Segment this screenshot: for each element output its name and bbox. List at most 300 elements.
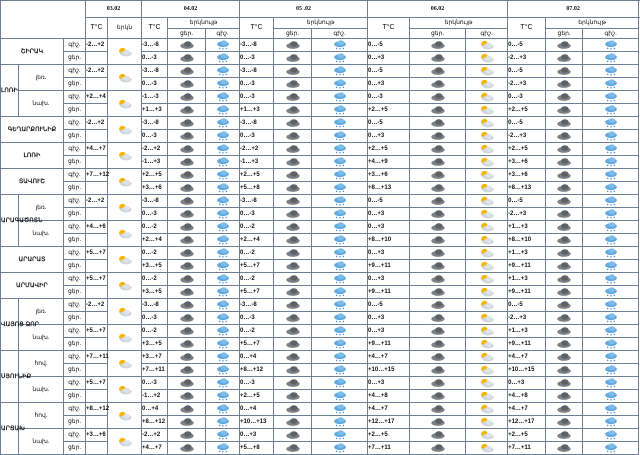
temperature-range: +2…+5 <box>508 429 546 442</box>
day-header: ցեր. <box>546 29 583 39</box>
temperature-range: +8…+12 <box>86 403 108 416</box>
weather-cell <box>583 221 639 234</box>
weather-cell <box>108 247 142 273</box>
weather-cell <box>546 234 583 247</box>
cloud-icon <box>429 222 447 232</box>
weather-cell <box>312 325 368 338</box>
temperature-range: +3…+6 <box>508 156 546 169</box>
cloud-snow-icon <box>214 157 232 167</box>
temp-unit-header: T°C <box>508 18 546 39</box>
cloud-icon <box>429 131 447 141</box>
sub-region-label: լեռ. <box>19 65 64 91</box>
weather-cell <box>466 195 508 208</box>
cloud-icon <box>555 248 573 258</box>
cloud-snow-icon <box>331 443 349 453</box>
time-of-day: ցեր. <box>64 234 86 247</box>
sub-region-label: լեռ. <box>19 195 64 221</box>
temperature-range: +10…+15 <box>368 364 410 377</box>
weather-cell <box>410 338 466 351</box>
cloud-icon <box>284 352 302 362</box>
weather-cell <box>206 403 240 416</box>
weather-cell <box>312 429 368 442</box>
cloud-icon <box>429 183 447 193</box>
weather-cell <box>168 299 206 312</box>
weather-cell <box>168 338 206 351</box>
temperature-range <box>86 130 108 143</box>
cloud-icon <box>429 209 447 219</box>
weather-cell <box>312 260 368 273</box>
weather-cell <box>583 247 639 260</box>
temperature-range: +2…+5 <box>508 104 546 117</box>
sun-cloud-icon <box>478 274 496 284</box>
weather-cell <box>206 247 240 260</box>
weather-cell <box>583 442 639 455</box>
weather-cell <box>206 65 240 78</box>
weather-cell <box>206 39 240 52</box>
weather-cell <box>410 247 466 260</box>
weather-cell <box>546 130 583 143</box>
weather-cell <box>312 78 368 91</box>
weather-cell <box>546 286 583 299</box>
time-of-day: գիշ. <box>64 195 86 208</box>
weather-cell <box>108 91 142 117</box>
sun-cloud-icon <box>478 248 496 258</box>
weather-cell <box>546 442 583 455</box>
temperature-range: +5…+8 <box>240 442 274 455</box>
time-of-day: ցեր. <box>64 260 86 273</box>
temperature-range: 0…+3 <box>368 221 410 234</box>
temperature-range <box>86 338 108 351</box>
temperature-range: +8…+10 <box>368 234 410 247</box>
cloud-snow-icon <box>331 261 349 271</box>
temp-unit-header: T°C <box>86 18 108 39</box>
weather-cell <box>410 273 466 286</box>
sun-cloud-icon <box>478 222 496 232</box>
time-of-day: գիշ. <box>64 273 86 286</box>
weather-cell <box>206 208 240 221</box>
cloud-snow-icon <box>214 40 232 50</box>
cloud-icon <box>555 443 573 453</box>
weather-cell <box>583 338 639 351</box>
weather-cell <box>206 377 240 390</box>
weather-cell <box>206 442 240 455</box>
weather-cell <box>410 182 466 195</box>
cloud-snow-icon <box>214 79 232 89</box>
sky-header: երկնույթ <box>274 18 368 29</box>
weather-cell <box>583 78 639 91</box>
weather-cell <box>410 286 466 299</box>
sun-cloud-icon <box>478 66 496 76</box>
cloud-snow-icon <box>602 300 620 310</box>
cloud-icon <box>284 66 302 76</box>
temperature-range: 0…+3 <box>368 312 410 325</box>
temperature-range: 0…-5 <box>368 39 410 52</box>
cloud-icon <box>284 339 302 349</box>
cloud-snow-icon <box>214 300 232 310</box>
temperature-range: 0…+3 <box>508 377 546 390</box>
temperature-range: 0…-5 <box>368 117 410 130</box>
region-name: ՍՅՈՒՆԻՔ <box>1 351 19 403</box>
weather-cell <box>466 39 508 52</box>
weather-cell <box>546 351 583 364</box>
cloud-snow-icon <box>214 339 232 349</box>
cloud-snow-icon <box>214 261 232 271</box>
cloud-icon <box>429 53 447 63</box>
cloud-icon <box>555 157 573 167</box>
cloud-icon <box>555 66 573 76</box>
weather-cell <box>274 117 312 130</box>
cloud-icon <box>284 313 302 323</box>
temperature-range: +12…+17 <box>508 416 546 429</box>
cloud-icon <box>178 430 196 440</box>
weather-cell <box>466 143 508 156</box>
weather-cell <box>312 403 368 416</box>
weather-cell <box>312 130 368 143</box>
weather-cell <box>206 429 240 442</box>
cloud-snow-icon <box>602 404 620 414</box>
weather-cell <box>168 273 206 286</box>
forecast-row <box>1 117 639 130</box>
temperature-range: 0…-3 <box>508 91 546 104</box>
weather-cell <box>410 364 466 377</box>
temperature-range: 0…+3 <box>240 429 274 442</box>
temperature-range: -3…-8 <box>142 39 168 52</box>
temperature-range: +3…+5 <box>142 286 168 299</box>
cloud-icon <box>284 92 302 102</box>
weather-cell <box>312 195 368 208</box>
cloud-icon <box>429 144 447 154</box>
weather-cell <box>168 286 206 299</box>
forecast-row <box>1 260 639 273</box>
temperature-range <box>86 208 108 221</box>
weather-cell <box>410 39 466 52</box>
cloud-icon <box>178 352 196 362</box>
temperature-range: -1…+2 <box>142 390 168 403</box>
cloud-snow-icon <box>214 430 232 440</box>
cloud-snow-icon <box>331 404 349 414</box>
cloud-snow-icon <box>214 417 232 427</box>
temperature-range: 0…-5 <box>508 39 546 52</box>
temperature-range: +2…+5 <box>240 390 274 403</box>
cloud-snow-icon <box>602 222 620 232</box>
temperature-range: +4…+7 <box>142 442 168 455</box>
temperature-range: +3…+6 <box>142 182 168 195</box>
temperature-range: +5…+7 <box>240 286 274 299</box>
weather-cell <box>410 208 466 221</box>
weather-cell <box>546 260 583 273</box>
time-of-day: գիշ. <box>64 247 86 260</box>
corner-cell <box>1 1 86 39</box>
weather-cell <box>583 169 639 182</box>
cloud-icon <box>555 131 573 141</box>
cloud-icon <box>429 287 447 297</box>
weather-cell <box>466 312 508 325</box>
cloud-icon <box>429 365 447 375</box>
weather-cell <box>466 182 508 195</box>
time-of-day: գիշ. <box>64 221 86 234</box>
cloud-icon <box>555 144 573 154</box>
temperature-range <box>86 156 108 169</box>
weather-cell <box>583 130 639 143</box>
sun-cloud-icon <box>478 417 496 427</box>
forecast-row <box>1 286 639 299</box>
weather-cell <box>206 351 240 364</box>
weather-cell <box>206 78 240 91</box>
weather-cell <box>168 247 206 260</box>
cloud-icon <box>429 79 447 89</box>
temperature-range: -1…+3 <box>142 156 168 169</box>
weather-cell <box>546 78 583 91</box>
sun-cloud-icon <box>478 326 496 336</box>
forecast-row <box>1 169 639 182</box>
weather-cell <box>168 156 206 169</box>
weather-cell <box>168 364 206 377</box>
cloud-icon <box>555 365 573 375</box>
cloud-icon <box>555 391 573 401</box>
temperature-range: +1…+3 <box>508 247 546 260</box>
forecast-row <box>1 65 639 78</box>
weather-cell <box>206 273 240 286</box>
weather-cell <box>546 247 583 260</box>
weather-cell <box>410 299 466 312</box>
cloud-snow-icon <box>214 92 232 102</box>
weather-cell <box>108 195 142 221</box>
weather-cell <box>546 416 583 429</box>
weather-cell <box>410 416 466 429</box>
temperature-range: -3…-8 <box>240 195 274 208</box>
cloud-icon <box>178 66 196 76</box>
temperature-range: 0…-2 <box>142 247 168 260</box>
temperature-range: +5…+8 <box>240 182 274 195</box>
temperature-range: 0…-5 <box>368 65 410 78</box>
cloud-icon <box>555 222 573 232</box>
cloud-snow-icon <box>602 209 620 219</box>
sun-cloud-icon <box>478 313 496 323</box>
cloud-icon <box>284 235 302 245</box>
sun-cloud-icon <box>478 53 496 63</box>
weather-cell <box>466 130 508 143</box>
weather-cell <box>274 130 312 143</box>
cloud-icon <box>429 40 447 50</box>
cloud-icon <box>284 170 302 180</box>
weather-cell <box>108 429 142 455</box>
weather-cell <box>583 377 639 390</box>
cloud-icon <box>429 391 447 401</box>
cloud-icon <box>178 183 196 193</box>
time-of-day: գիշ. <box>64 351 86 364</box>
weather-cell <box>312 351 368 364</box>
cloud-snow-icon <box>214 248 232 258</box>
weather-cell <box>410 403 466 416</box>
weather-cell <box>583 273 639 286</box>
sun-cloud-icon <box>116 411 134 421</box>
cloud-snow-icon <box>602 235 620 245</box>
cloud-icon <box>284 196 302 206</box>
forecast-row <box>1 182 639 195</box>
forecast-row <box>1 130 639 143</box>
temperature-range: 0…+3 <box>368 78 410 91</box>
cloud-icon <box>284 417 302 427</box>
cloud-snow-icon <box>331 222 349 232</box>
temperature-range <box>86 364 108 377</box>
cloud-snow-icon <box>602 365 620 375</box>
day-header: ցեր. <box>274 29 312 39</box>
weather-cell <box>410 312 466 325</box>
sun-cloud-icon <box>478 118 496 128</box>
sub-region-label: հով. <box>19 403 64 429</box>
temperature-range: +4…+7 <box>508 403 546 416</box>
weather-cell <box>410 351 466 364</box>
weather-cell <box>546 364 583 377</box>
forecast-row <box>1 273 639 286</box>
weather-cell <box>168 403 206 416</box>
weather-cell <box>108 117 142 143</box>
cloud-snow-icon <box>331 92 349 102</box>
cloud-snow-icon <box>602 378 620 388</box>
weather-cell <box>168 416 206 429</box>
temperature-range: -3…-8 <box>240 65 274 78</box>
forecast-row <box>1 299 639 312</box>
weather-cell <box>274 403 312 416</box>
cloud-snow-icon <box>602 131 620 141</box>
weather-cell <box>546 52 583 65</box>
temperature-range: -1…-3 <box>142 91 168 104</box>
forecast-row <box>1 351 639 364</box>
sub-region-label: լեռ. <box>19 299 64 325</box>
sun-cloud-icon <box>478 79 496 89</box>
temperature-range: +1…+3 <box>240 104 274 117</box>
weather-cell <box>583 416 639 429</box>
cloud-icon <box>555 196 573 206</box>
temperature-range: -2…+2 <box>86 117 108 130</box>
sun-cloud-icon <box>478 235 496 245</box>
cloud-snow-icon <box>214 443 232 453</box>
weather-cell <box>546 429 583 442</box>
temperature-range: 0…-3 <box>368 91 410 104</box>
weather-cell <box>546 117 583 130</box>
cloud-snow-icon <box>331 300 349 310</box>
weather-cell <box>274 312 312 325</box>
weather-cell <box>274 208 312 221</box>
cloud-icon <box>555 105 573 115</box>
temperature-range: 0…+4 <box>240 403 274 416</box>
temperature-range: 0…+3 <box>368 52 410 65</box>
sub-region-label: հով. <box>19 351 64 377</box>
sub-region-label: նախ. <box>19 429 64 455</box>
weather-cell <box>546 312 583 325</box>
forecast-row <box>1 403 639 416</box>
weather-cell <box>274 377 312 390</box>
cloud-snow-icon <box>602 261 620 271</box>
weather-cell <box>410 169 466 182</box>
weather-cell <box>274 338 312 351</box>
weather-cell <box>410 130 466 143</box>
sun-cloud-icon <box>478 157 496 167</box>
cloud-snow-icon <box>602 118 620 128</box>
cloud-icon <box>429 118 447 128</box>
weather-cell <box>274 351 312 364</box>
weather-cell <box>168 195 206 208</box>
sun-cloud-icon <box>116 73 134 83</box>
temperature-range: +7…+11 <box>368 442 410 455</box>
cloud-snow-icon <box>602 248 620 258</box>
cloud-icon <box>178 274 196 284</box>
cloud-icon <box>429 430 447 440</box>
weather-cell <box>168 312 206 325</box>
weather-cell <box>583 195 639 208</box>
cloud-snow-icon <box>602 326 620 336</box>
temperature-range: +12…+17 <box>368 416 410 429</box>
cloud-icon <box>178 92 196 102</box>
weather-cell <box>466 234 508 247</box>
weather-cell <box>274 182 312 195</box>
sub-region-label: նախ. <box>19 325 64 351</box>
cloud-snow-icon <box>602 92 620 102</box>
temperature-range: +5…+7 <box>240 260 274 273</box>
cloud-snow-icon <box>602 443 620 453</box>
weather-cell <box>546 338 583 351</box>
weather-cell <box>466 247 508 260</box>
sun-cloud-icon <box>116 281 134 291</box>
weather-cell <box>546 403 583 416</box>
weather-cell <box>168 65 206 78</box>
temperature-range: +2…+5 <box>368 143 410 156</box>
sun-cloud-icon <box>116 359 134 369</box>
cloud-icon <box>429 274 447 284</box>
weather-cell <box>274 299 312 312</box>
temperature-range: +2…+4 <box>240 234 274 247</box>
weather-cell <box>168 52 206 65</box>
cloud-icon <box>178 209 196 219</box>
weather-cell <box>583 182 639 195</box>
day-header: ցեր. <box>168 29 206 39</box>
weather-cell <box>466 117 508 130</box>
cloud-snow-icon <box>331 235 349 245</box>
cloud-snow-icon <box>602 183 620 193</box>
sun-cloud-icon <box>478 131 496 141</box>
cloud-snow-icon <box>214 287 232 297</box>
temperature-range: +1…+3 <box>508 273 546 286</box>
cloud-snow-icon <box>331 144 349 154</box>
sub-region-label: նախ. <box>19 221 64 247</box>
weather-cell <box>168 130 206 143</box>
temperature-range: 0…-2 <box>240 325 274 338</box>
weather-cell <box>206 52 240 65</box>
cloud-snow-icon <box>214 352 232 362</box>
cloud-snow-icon <box>331 118 349 128</box>
temperature-range: +5…+7 <box>86 377 108 390</box>
cloud-snow-icon <box>602 144 620 154</box>
weather-cell <box>466 208 508 221</box>
temperature-range: +5…+7 <box>86 325 108 338</box>
sun-cloud-icon <box>478 40 496 50</box>
weather-cell <box>546 377 583 390</box>
weather-cell <box>108 377 142 403</box>
night-header: գիշ. <box>206 29 240 39</box>
cloud-icon <box>429 339 447 349</box>
cloud-icon <box>555 92 573 102</box>
weather-cell <box>312 416 368 429</box>
cloud-icon <box>284 209 302 219</box>
sun-cloud-icon <box>116 385 134 395</box>
cloud-snow-icon <box>602 391 620 401</box>
temp-unit-header: T°C <box>240 18 274 39</box>
cloud-snow-icon <box>331 287 349 297</box>
time-of-day: գիշ. <box>64 299 86 312</box>
cloud-icon <box>178 144 196 154</box>
weather-cell <box>274 156 312 169</box>
weather-cell <box>466 403 508 416</box>
